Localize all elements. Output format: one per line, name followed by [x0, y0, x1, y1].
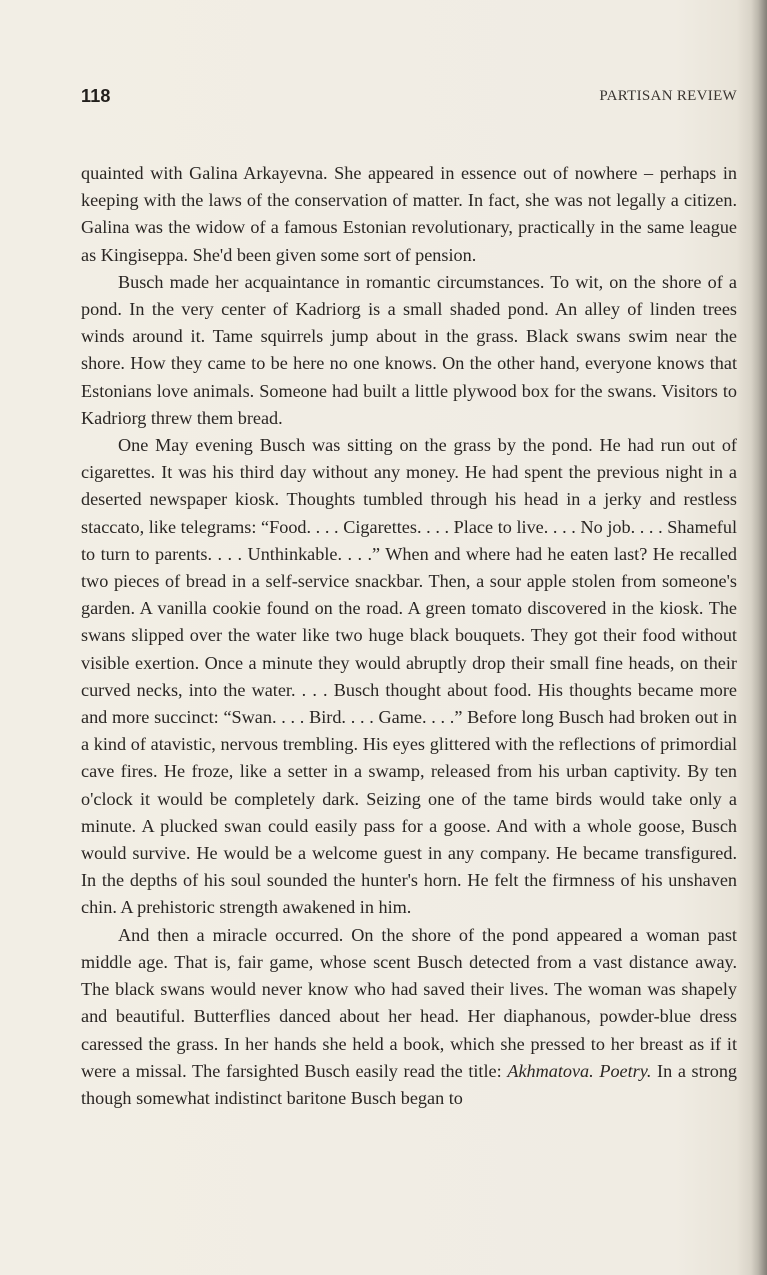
- paragraph-1: [81, 160, 737, 269]
- paragraph-text: quainted with Galina Arkayevna. She appeared in essence out of nowhere – perhaps in keeping with the laws of the conservation of matter. In fact, she was not legally a citizen. Galina was the widow of a famous Estonian revolutionary, practically in the same league as Kingiseppa. She'd been given some sort of pension.: [81, 163, 737, 265]
- paragraph-text: In a strong though somewhat indistinct baritone Busch began to: [81, 1060, 738, 1108]
- paragraph-4: [81, 922, 737, 1112]
- page-binding-shadow: [751, 0, 767, 1275]
- paragraph-text: One May evening Busch was sitting on the grass by the pond. He had run out of cigarettes. It was his third day without any money. He had spent the previous night in a deserted newspaper kiosk. Thoughts tumbled through his head in a jerky and restless staccato, like telegrams: “Food. . . . Cigarettes. . . . Place to live. . . . No job. . . . Shameful to turn to parents. . . . Unthinkable. . . .” When and where had he eaten last? He recalled two pieces of bread in a self-service snackbar. Then, a sour apple stolen from someone's garden. A vanilla cookie found on the road. A green tomato discovered in the kiosk. The swans slipped over the water like two huge black bouquets. They got their food without visible exertion. Once a minute they would abruptly drop their small fine heads, on their curved necks, into the water. . . . Busch thought about food. His thoughts became more and more succinct: “Swan. . . . Bird. . . . Game. . . .” Before long Busch had broken out in a kind of atavistic, nervous trembling. His eyes glittered with the reflections of primordial cave fires. He froze, like a setter in a swamp, released from his urban captivity. By ten o'clock it would be completely dark. Seizing one of the tame birds would take only a minute. A plucked swan could easily pass for a goose. And with a whole goose, Busch would survive. He would be a welcome guest in any company. He became transfigured. In the depths of his soul sounded the hunter's horn. He felt the firmness of his unshaven chin. A prehistoric strength awakened in him.: [81, 435, 737, 918]
- journal-title: PARTISAN REVIEW: [599, 88, 737, 104]
- paragraph-2: [81, 269, 737, 432]
- paragraph-3: [81, 432, 737, 922]
- page-number: 118: [81, 86, 111, 106]
- running-head: [81, 86, 737, 112]
- paragraph-text: And then a miracle occurred. On the shore of the pond appeared a woman past middle age. That is, fair game, whose scent Busch detected from a vast distance away. The black swans would never know who had saved their lives. The woman was shapely and beautiful. Butterflies danced about her head. Her diaphanous, powder-blue dress caressed the grass. In her hands she held a book, which she pressed to her breast as if it were a missal. The farsighted Busch easily read the title:: [81, 924, 737, 1081]
- body-text: [81, 160, 737, 1112]
- paragraph-text: Busch made her acquaintance in romantic circumstances. To wit, on the shore of a pond. In the very center of Kadriorg is a small shaded pond. An alley of linden trees winds around it. Tame squirrels jump about in the grass. Black swans swim near the shore. How they came to be here no one knows. On the other hand, everyone knows that Estonians love animals. Someone had built a little plywood box for the swans. Visitors to Kadriorg threw them bread.: [81, 271, 737, 428]
- book-title: Akhmatova. Poetry.: [507, 1060, 652, 1081]
